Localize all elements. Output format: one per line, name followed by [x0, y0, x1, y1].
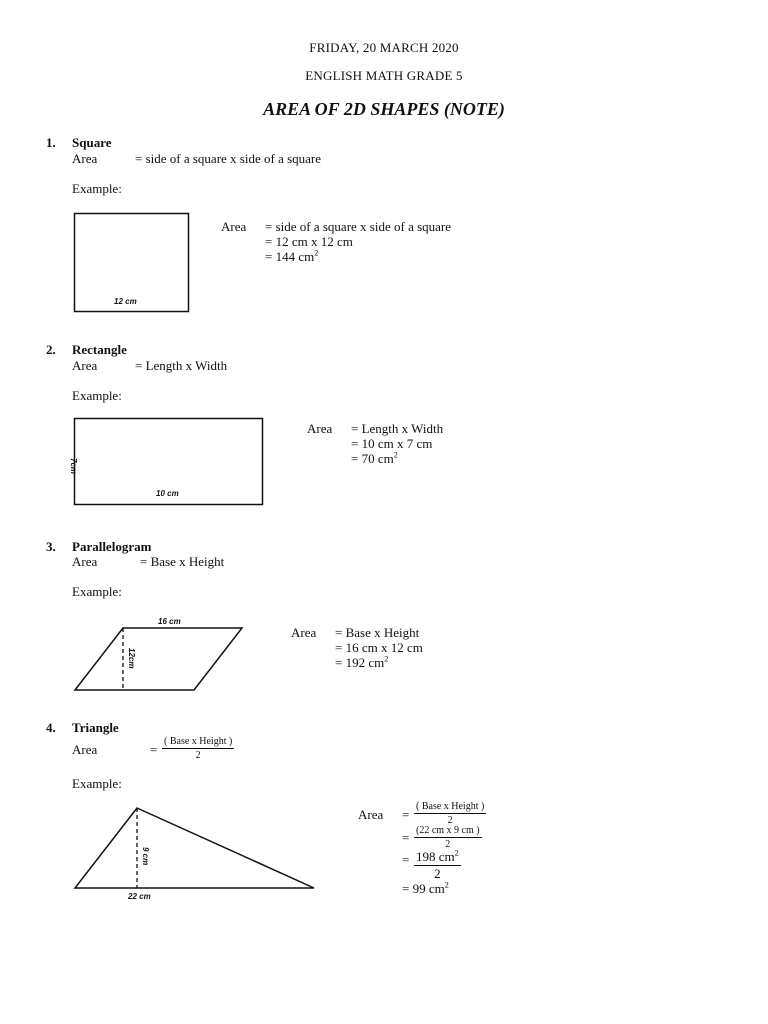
square-calc-result: = 144 $cm^2$: [265, 248, 319, 264]
fraction-numerator: 198 $cm^2$: [416, 848, 459, 864]
date-heading: FRIDAY, 20 MARCH 2020: [309, 40, 459, 55]
section-title-rectangle: Rectangle: [72, 342, 127, 357]
rectangle-width-label: 7cm: [69, 458, 78, 475]
square-calc-line: = 12 cm x 12 cm: [265, 234, 353, 249]
triangle-calc-fraction-2: [414, 825, 482, 850]
fraction-denominator: 2: [445, 839, 451, 850]
fraction-numerator: ( Base x Height ): [416, 801, 485, 812]
example-label: Example:: [72, 584, 122, 599]
area-label: Area: [358, 807, 384, 822]
area-label: Area: [72, 742, 98, 757]
parallelogram-height-label: 12cm: [127, 648, 136, 669]
area-label: Area: [291, 625, 317, 640]
section-number-square: 1.: [46, 135, 56, 150]
example-label: Example:: [72, 388, 122, 403]
fraction-denominator: 2: [195, 750, 201, 761]
fraction-numerator: (22 cm x 9 cm ): [416, 825, 480, 836]
section-number-rectangle: 2.: [46, 342, 56, 357]
fraction-denominator: 2: [447, 815, 453, 826]
parallelogram-base-label: 16 cm: [158, 617, 181, 626]
section-number-parallelogram: 3.: [46, 539, 56, 554]
fraction-numerator: ( Base x Height ): [164, 736, 233, 747]
area-label: Area: [307, 421, 333, 436]
triangle-calc-result: = 99 $cm^2$: [402, 880, 449, 896]
section-number-triangle: 4.: [46, 720, 56, 735]
square-calc-line: = side of a square x side of a square: [265, 219, 452, 234]
fraction-denominator: 2: [434, 866, 441, 881]
section-title-square: Square: [72, 135, 112, 150]
parallelogram-calc-line: = Base x Height: [335, 625, 420, 640]
course-heading: ENGLISH MATH GRADE 5: [305, 68, 463, 83]
area-label: Area: [221, 219, 247, 234]
rectangle-calc-result: = 70 $cm^2$: [351, 450, 398, 466]
equals-sign: =: [402, 852, 410, 867]
triangle-calc-fraction-1: [414, 801, 486, 826]
rectangle-calc-line: = Length x Width: [351, 421, 444, 436]
example-label: Example:: [72, 776, 122, 791]
rectangle-length-label: 10 cm: [156, 489, 179, 498]
square-side-label: 12 cm: [114, 297, 137, 306]
square-formula: = side of a square x side of a square: [135, 151, 322, 166]
parallelogram-formula: = Base x Height: [140, 554, 225, 569]
page-title: AREA OF 2D SHAPES (NOTE): [263, 99, 505, 119]
area-label: Area: [72, 358, 98, 373]
rectangle-formula: = Length x Width: [135, 358, 228, 373]
area-label: Area: [72, 151, 98, 166]
triangle-formula-equals: =: [150, 742, 158, 757]
section-title-parallelogram: Parallelogram: [72, 539, 152, 554]
example-label: Example:: [72, 181, 122, 196]
parallelogram-calc-line: = 16 cm x 12 cm: [335, 640, 423, 655]
triangle-height-label: 9 cm: [141, 847, 150, 866]
equals-sign: =: [402, 830, 410, 845]
equals-sign: =: [402, 807, 410, 822]
triangle-base-label: 22 cm: [128, 892, 151, 901]
section-title-triangle: Triangle: [72, 720, 119, 735]
area-label: Area: [72, 554, 98, 569]
triangle-calc-fraction-3: [414, 850, 461, 881]
rectangle-calc-line: = 10 cm x 7 cm: [351, 436, 433, 451]
parallelogram-calc-result: = 192 $cm^2$: [335, 654, 389, 670]
